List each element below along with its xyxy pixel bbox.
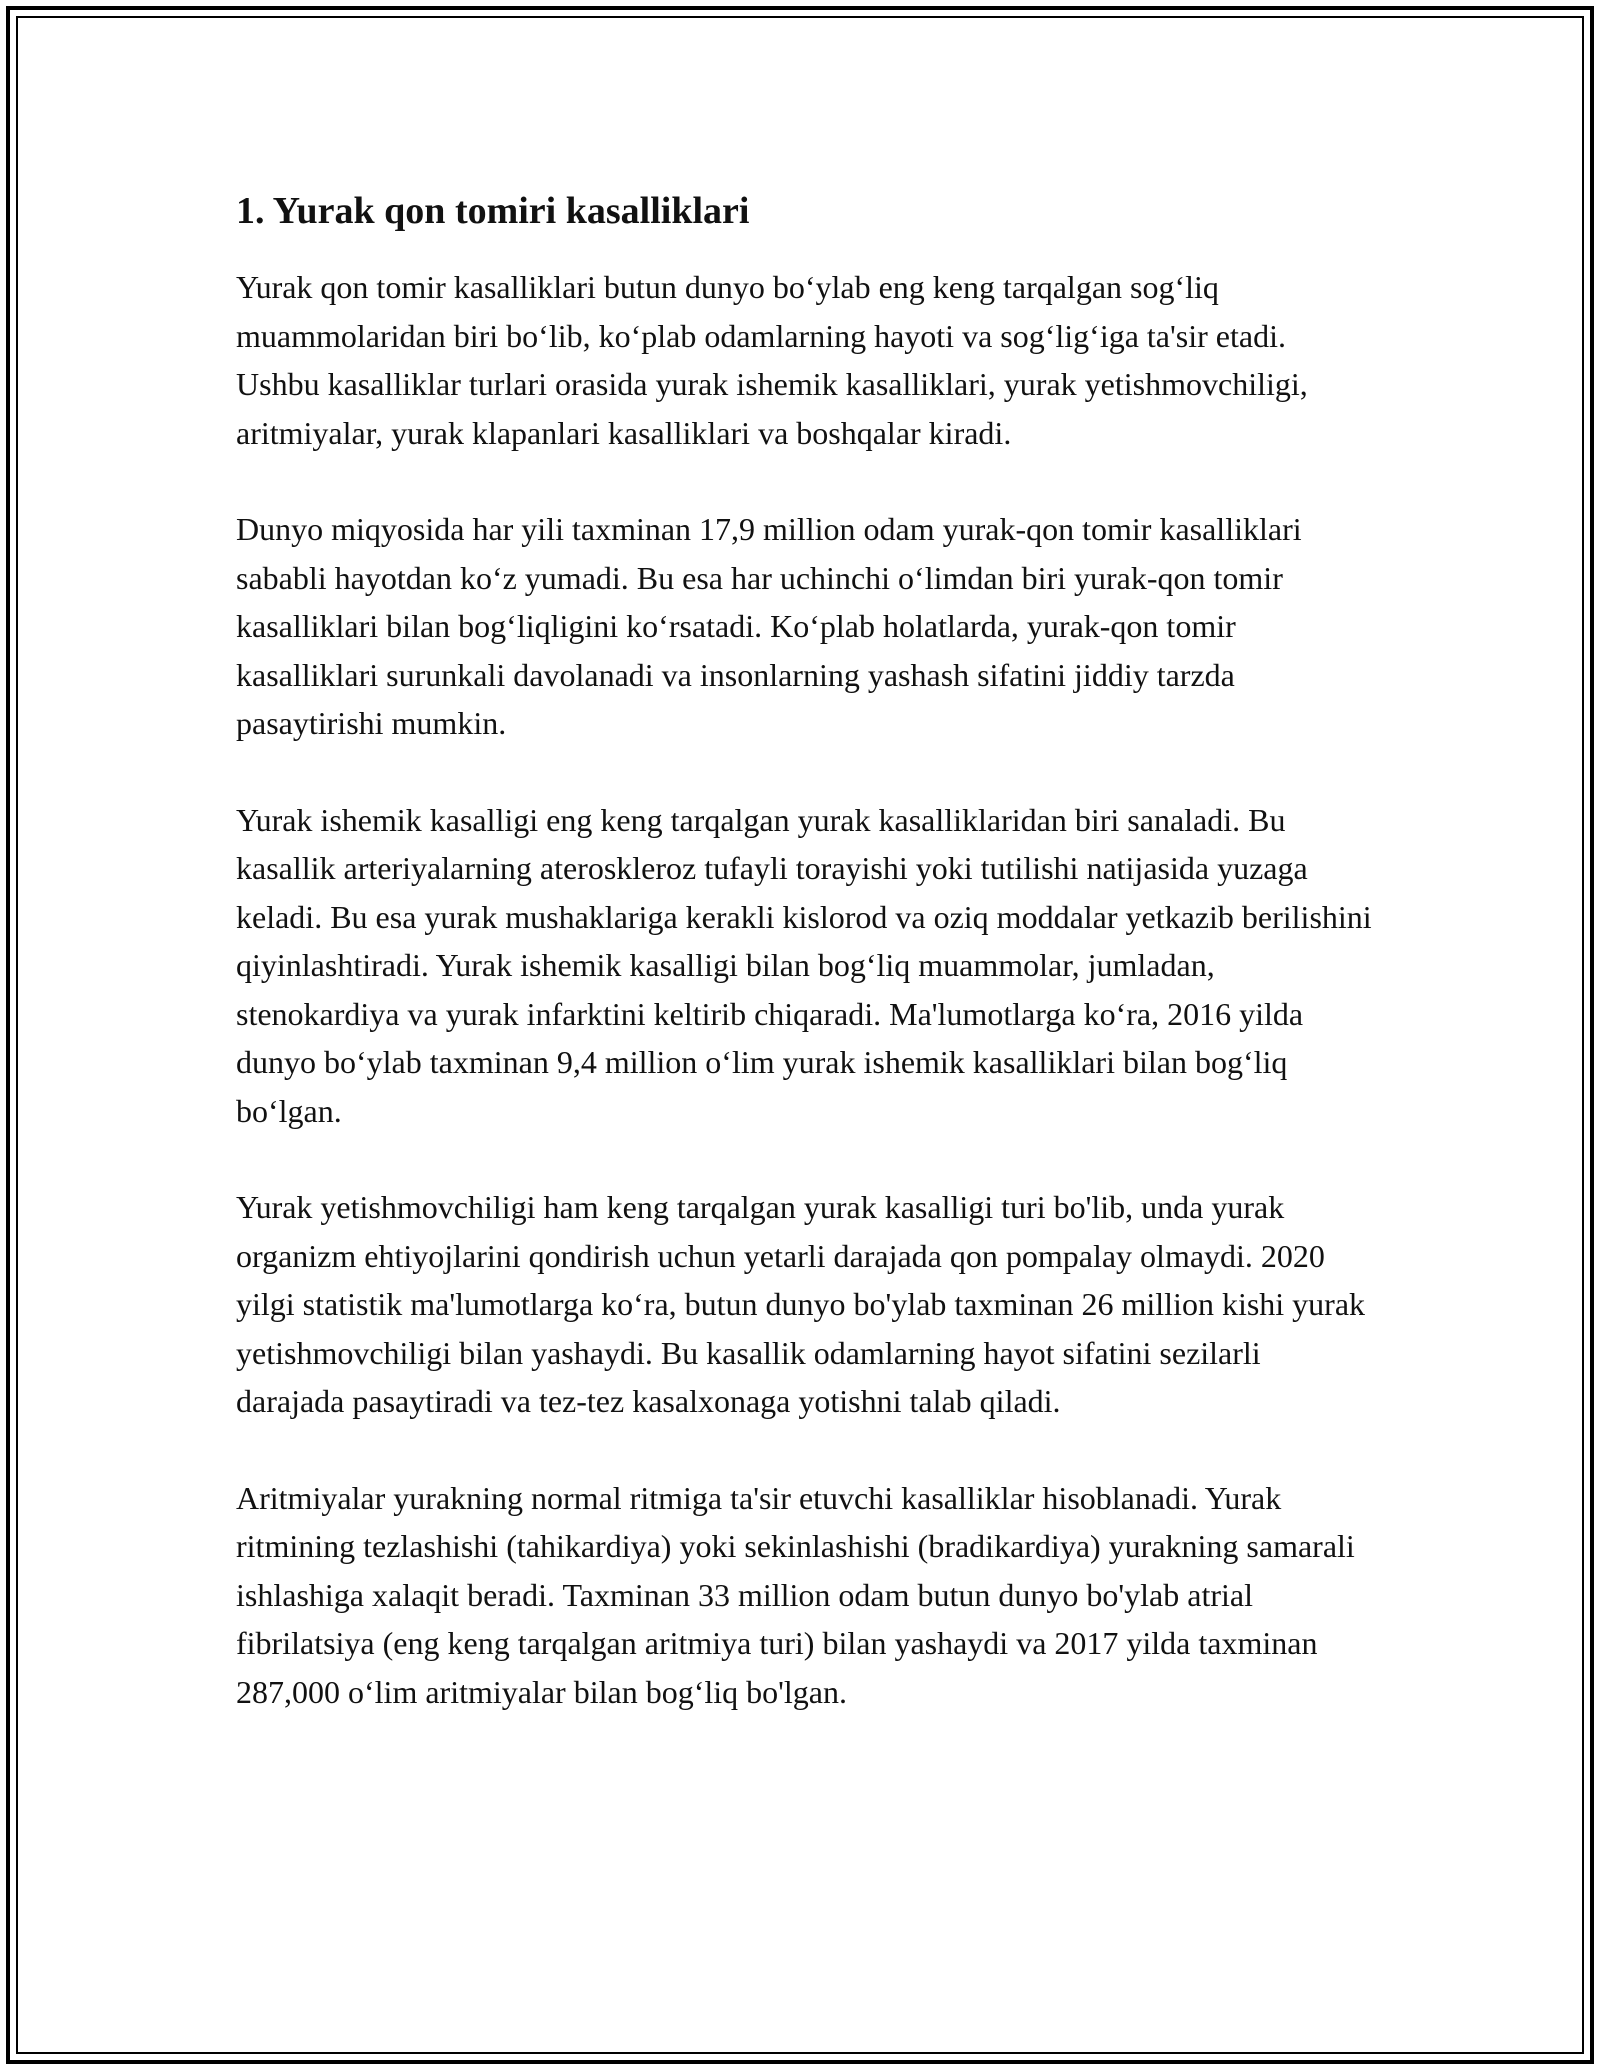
- paragraph-mortality: Dunyo miqyosida har yili taxminan 17,9 million odam yurak-qon tomir kasalliklari sababli hayotdan ko‘z yumadi. Bu esa har uchinchi o‘limdan biri yurak-qon tomir kasalliklari bilan bog‘liqligini ko‘rsatadi. Ko‘plab holatlarda, yurak-qon tomir kasalliklari surunkali davolanadi va insonlarning yashash sifatini jiddiy tarzda pasaytirishi mumkin.: [236, 511, 1302, 741]
- paragraph-heart-failure: Yurak yetishmovchiligi ham keng tarqalgan yurak kasalligi turi bo'lib, unda yurak organizm ehtiyojlarini qondirish uchun yetarli darajada qon pompalay olmaydi. 2020 yilgi statistik ma'lumotlarga ko‘ra, butun dunyo bo'ylab taxminan 26 million kishi yurak yetishmovchiligi bilan yashaydi. Bu kasallik odamlarning hayot sifatini sezilarli darajada pasaytiradi va tez-tez kasalxonaga yotishni talab qiladi.: [236, 1189, 1366, 1419]
- section-heading: 1. Yurak qon tomiri kasalliklari: [236, 190, 750, 232]
- document-body: [236, 185, 1376, 1764]
- paragraph-ischemic: Yurak ishemik kasalligi eng keng tarqalgan yurak kasalliklaridan biri sanaladi. Bu kasallik arteriyalarning ateroskleroz tufayli torayishi yoki tutilishi natijasida yuzaga keladi. Bu esa yurak mushaklariga kerakli kislorod va oziq moddalar yetkazib berilishini qiyinlashtiradi. Yurak ishemik kasalligi bilan bog‘liq muammolar, jumladan, stenokardiya va yurak infarktini keltirib chiqaradi. Ma'lumotlarga ko‘ra, 2016 yilda dunyo bo‘ylab taxminan 9,4 million o‘lim yurak ishemik kasalliklari bilan bog‘liq bo‘lgan.: [236, 801, 1372, 1129]
- paragraph-intro: Yurak qon tomir kasalliklari butun dunyo bo‘ylab eng keng tarqalgan sog‘liq muammolaridan biri bo‘lib, ko‘plab odamlarning hayoti va sog‘lig‘iga ta'sir etadi. Ushbu kasalliklar turlari orasida yurak ishemik kasalliklari, yurak yetishmovchiligi, aritmiyalar, yurak klapanlari kasalliklari va boshqalar kiradi.: [236, 269, 1308, 451]
- paragraph-arrhythmia: Aritmiyalar yurakning normal ritmiga ta'sir etuvchi kasalliklar hisoblanadi. Yurak ritmining tezlashishi (tahikardiya) yoki sekinlashishi (bradikardiya) yurakning samarali ishlashiga xalaqit beradi. Taxminan 33 million odam butun dunyo bo'ylab atrial fibrilatsiya (eng keng tarqalgan aritmiya turi) bilan yashaydi va 2017 yilda taxminan 287,000 o‘lim aritmiyalar bilan bog‘liq bo'lgan.: [236, 1479, 1355, 1710]
